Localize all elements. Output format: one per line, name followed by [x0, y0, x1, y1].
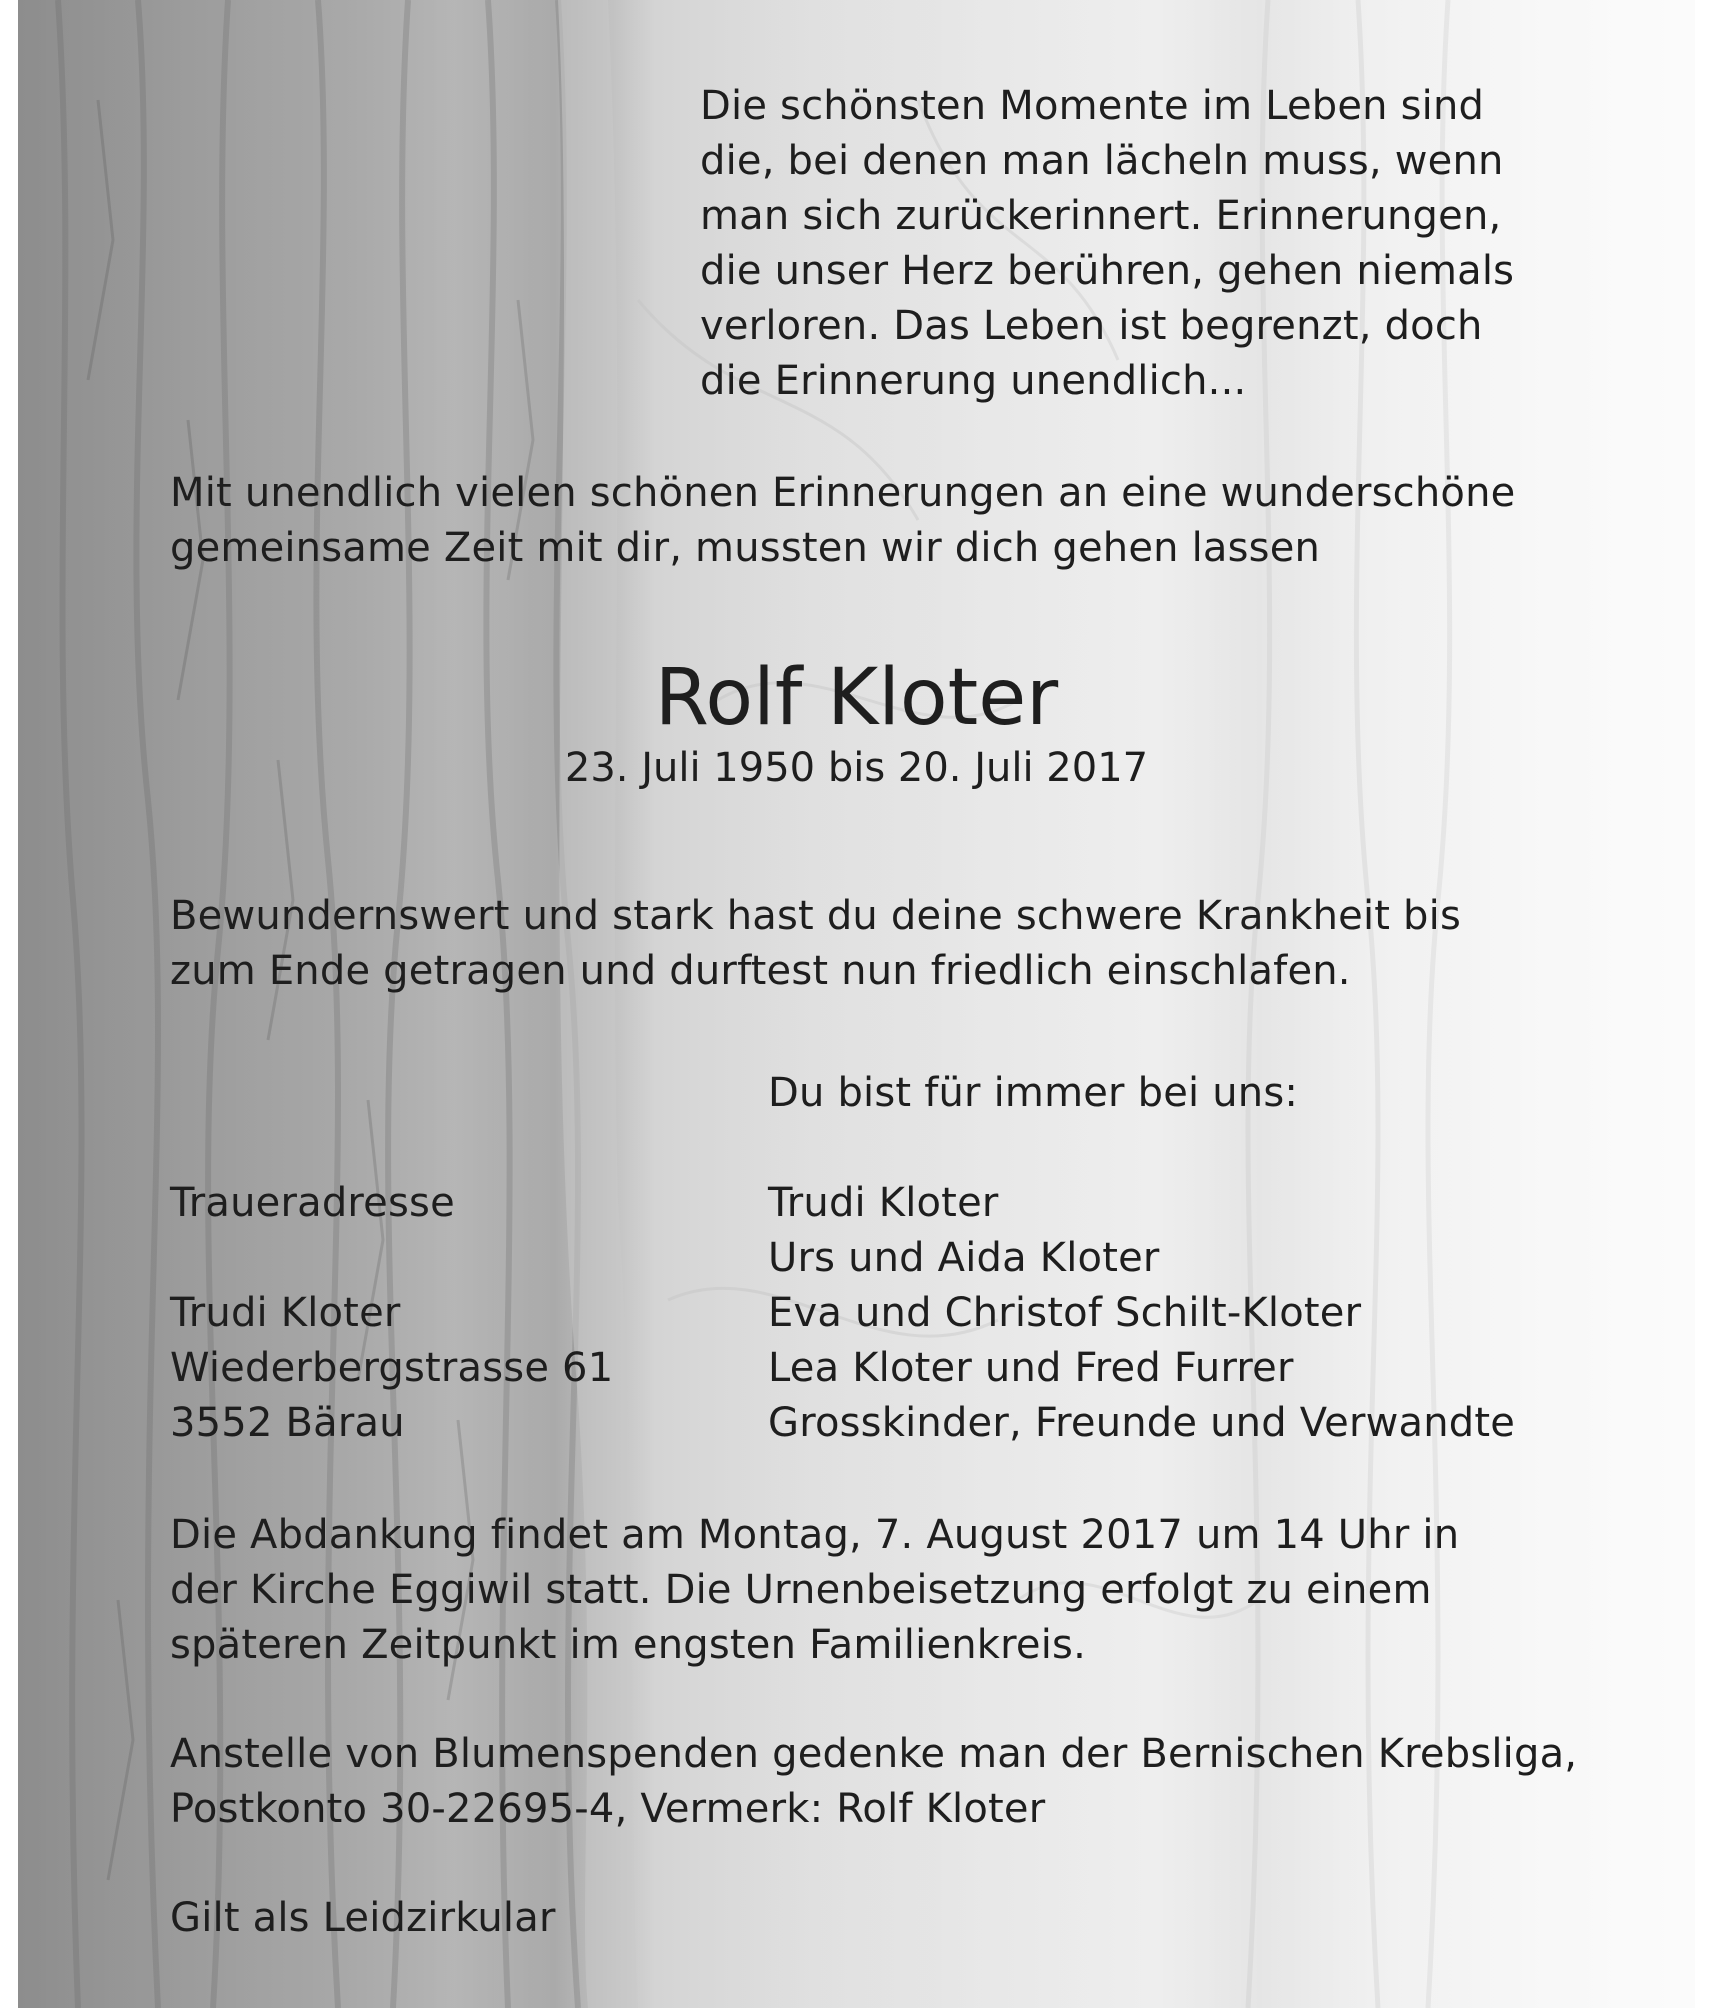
address-heading: Traueradresse [170, 1180, 455, 1226]
illness-line: Bewundernswert und stark hast du deine schwere Krankheit bis [170, 893, 1462, 939]
donation-line: Anstelle von Blumenspenden gedenke man der Bernischen Krebsliga, [170, 1731, 1578, 1777]
quote-line: die, bei denen man lächeln muss, wenn [700, 138, 1504, 184]
intro-block [170, 466, 1515, 576]
quote-line: Die schönsten Momente im Leben sind [700, 83, 1485, 129]
address-city: 3552 Bärau [170, 1400, 405, 1446]
service-block [170, 1508, 1459, 1673]
family-member: Eva und Christof Schilt-Kloter [768, 1290, 1362, 1336]
address-name: Trudi Kloter [170, 1290, 401, 1336]
address-block [170, 1176, 613, 1451]
illness-block [170, 889, 1461, 999]
always-with-us-heading: Du bist für immer bei uns: [768, 1070, 1299, 1116]
family-member: Grosskinder, Freunde und Verwandte [768, 1400, 1516, 1446]
deceased-dates: 23. Juli 1950 bis 20. Juli 2017 [564, 745, 1149, 791]
service-line: Die Abdankung findet am Montag, 7. August 2017 um 14 Uhr in [170, 1512, 1460, 1558]
intro-line: Mit unendlich vielen schönen Erinnerungen an eine wunderschöne [170, 470, 1516, 516]
donation-line: Postkonto 30-22695-4, Vermerk: Rolf Kloter [170, 1786, 1046, 1832]
quote-line: die unser Herz berühren, gehen niemals [700, 248, 1515, 294]
quote-line: man sich zurückerinnert. Erinnerungen, [700, 193, 1502, 239]
quote-line: verloren. Das Leben ist begrenzt, doch [700, 303, 1483, 349]
deceased-name: Rolf Kloter [654, 653, 1059, 743]
address-spacer [170, 1231, 613, 1286]
service-line: späteren Zeitpunkt im engsten Familienkreis. [170, 1622, 1087, 1668]
family-member: Lea Kloter und Fred Furrer [768, 1345, 1294, 1391]
address-street: Wiederbergstrasse 61 [170, 1345, 614, 1391]
service-line: der Kirche Eggiwil statt. Die Urnenbeisetzung erfolgt zu einem [170, 1567, 1432, 1613]
illness-line: zum Ende getragen und durftest nun friedlich einschlafen. [170, 948, 1351, 994]
family-list [768, 1176, 1515, 1451]
quote-block [700, 79, 1514, 409]
family-member: Trudi Kloter [768, 1180, 999, 1226]
intro-line: gemeinsame Zeit mit dir, mussten wir dich gehen lassen [170, 525, 1321, 571]
donation-block [170, 1727, 1577, 1837]
family-member: Urs und Aida Kloter [768, 1235, 1160, 1281]
circular-note: Gilt als Leidzirkular [170, 1895, 556, 1941]
quote-line: die Erinnerung unendlich... [700, 358, 1247, 404]
